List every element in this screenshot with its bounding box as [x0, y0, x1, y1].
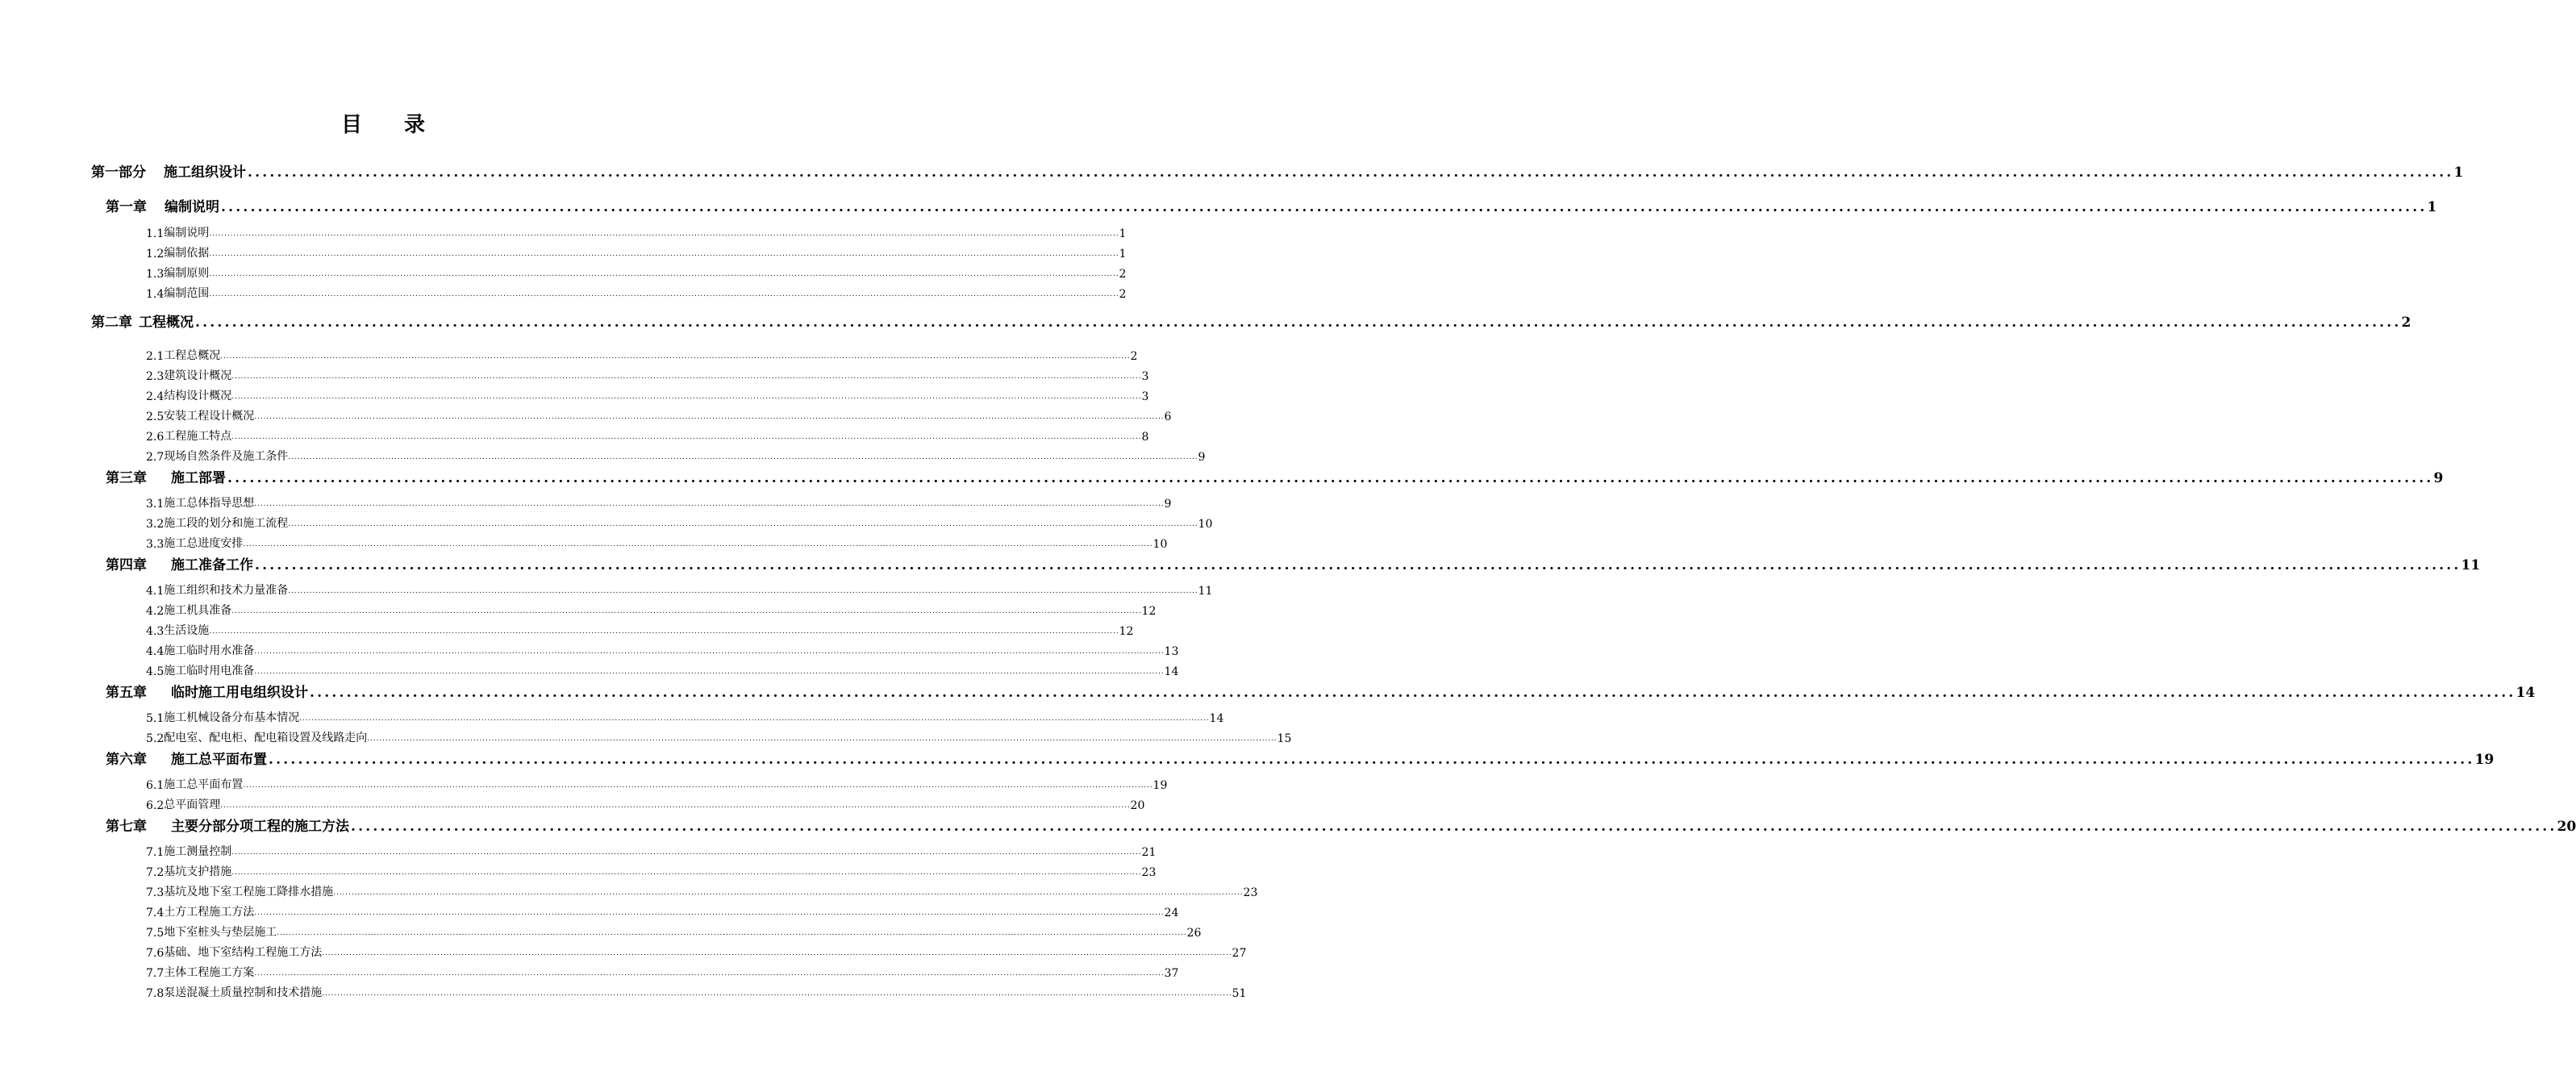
toc-section-entry[interactable]: [146, 286, 1127, 301]
toc-leader-dots: ............................................................................................................................................................................................................................................................................................................: [220, 352, 1131, 361]
toc-entry-label: 建筑设计概况: [164, 369, 232, 382]
toc-entry-label: 施工临时用电准备: [164, 665, 255, 678]
toc-page-number: 20: [2557, 819, 2576, 835]
toc-leader-dots: ............................................................................................................................................................................................................................................................................................................: [288, 587, 1198, 595]
toc-title-char-1: 目: [340, 113, 362, 137]
toc-entry-label: 安装工程设计概况: [164, 410, 255, 423]
toc-section-entry[interactable]: [146, 965, 1179, 980]
toc-page-number: 26: [1186, 927, 1202, 940]
toc-section-entry[interactable]: [146, 428, 1149, 444]
toc-entry-label: 基坑及地下室工程施工降排水措施: [164, 886, 334, 898]
toc-leader-dots: ............................................................................................................................................................................................................................................................................................................: [322, 990, 1232, 998]
toc-leader-dots: ............................................................................................................................................................................................................................................................................................................: [243, 782, 1153, 790]
toc-entry-number: 第三章: [106, 470, 147, 486]
toc-page-number: 19: [2474, 752, 2495, 768]
toc-section-entry[interactable]: [146, 515, 1213, 531]
toc-entry-number: 2.5: [146, 411, 165, 423]
toc-leader-dots: ............................................................................................................................................................................................................................................................................................................: [254, 500, 1165, 508]
toc-entry-number: 4.2: [146, 605, 165, 618]
toc-page-number: 14: [1209, 712, 1224, 725]
toc-section-entry[interactable]: [146, 710, 1224, 725]
toc-page-number: 23: [1243, 886, 1258, 899]
toc-leader-dots: ............................................................................................................................................................................................................................................................................................................: [231, 869, 1142, 877]
toc-page-number: 3: [1141, 390, 1149, 403]
toc-leader-dots: ............................................................................................................................................................................................................................................................................................................: [277, 929, 1187, 937]
toc-section-entry[interactable]: [146, 265, 1127, 281]
toc-entry-label: 配电室、配电柜、配电箱设置及线路走向: [164, 732, 368, 744]
toc-section-entry[interactable]: [146, 884, 1258, 899]
toc-entry-label: 施工总平面布置: [171, 752, 267, 768]
toc-entry-label: 编制说明: [165, 199, 219, 215]
toc-section-entry[interactable]: [146, 536, 1168, 551]
toc-page-number: 14: [1164, 665, 1179, 678]
toc-page-number: 11: [1198, 585, 1213, 598]
toc-chapter-entry[interactable]: [106, 748, 2495, 768]
toc-entry-number: 7.4: [146, 907, 165, 919]
toc-entry-label: 施工组织设计: [164, 165, 246, 181]
toc-page-number: 1: [2453, 165, 2464, 181]
toc-page-number: 15: [1277, 732, 1292, 745]
toc-page-number: 24: [1164, 907, 1179, 919]
toc-entry-number: 3.1: [146, 498, 165, 511]
toc-leader-dots: ............................................................................................................................................................................................................................................................................................................: [310, 685, 2516, 701]
toc-title-char-2: 录: [404, 113, 426, 137]
toc-entry-number: 1.2: [146, 248, 165, 261]
toc-page-number: 8: [1141, 431, 1149, 444]
toc-entry-number: 第二章: [91, 315, 132, 331]
toc-page-number: 9: [2433, 470, 2444, 486]
toc-page-number: 23: [1141, 866, 1157, 879]
toc-leader-dots: ............................................................................................................................................................................................................................................................................................................: [254, 969, 1165, 978]
toc-entry-number: 7.6: [146, 947, 165, 960]
toc-entry-label: 施工部署: [171, 470, 226, 486]
toc-entry-number: 7.7: [146, 967, 165, 980]
toc-entry-number: 第六章: [106, 752, 147, 768]
toc-section-entry[interactable]: [146, 582, 1213, 598]
toc-section-entry[interactable]: [146, 730, 1292, 745]
toc-chapter-entry[interactable]: [106, 815, 2576, 835]
toc-entry-label: 施工测量控制: [164, 845, 232, 858]
toc-entry-number: 6.2: [146, 799, 165, 812]
toc-entry-number: 3.2: [146, 518, 165, 531]
toc-entry-label: 地下室桩头与垫层施工: [164, 926, 277, 939]
toc-entry-number: 7.8: [146, 987, 165, 1000]
toc-page-number: 12: [1119, 625, 1134, 638]
toc-leader-dots: ............................................................................................................................................................................................................................................................................................................: [255, 557, 2461, 573]
toc-section-entry[interactable]: [146, 602, 1157, 618]
toc-entry-label: 主要分部分项工程的施工方法: [171, 819, 349, 835]
toc-entry-number: 第一章: [106, 199, 147, 215]
toc-leader-dots: ............................................................................................................................................................................................................................................................................................................: [231, 373, 1142, 381]
toc-page-number: 9: [1164, 498, 1172, 511]
toc-page-number: 14: [2516, 685, 2536, 701]
toc-entry-label: 土方工程施工方法: [164, 906, 255, 919]
toc-section-entry[interactable]: [146, 495, 1172, 511]
toc-entry-number: 7.1: [146, 846, 165, 859]
toc-entry-label: 生活设施: [164, 624, 210, 637]
toc-entry-number: 2.4: [146, 390, 165, 403]
toc-section-entry[interactable]: [146, 904, 1179, 919]
toc-entry-label: 结构设计概况: [164, 390, 232, 402]
toc-leader-dots: ............................................................................................................................................................................................................................................................................................................: [220, 802, 1131, 810]
toc-page-number: 1: [2427, 199, 2437, 215]
toc-entry-label: 泵送混凝土质量控制和技术措施: [164, 986, 323, 999]
toc-page-number: 27: [1232, 947, 1247, 960]
toc-entry-label: 基坑支护措施: [164, 865, 232, 878]
toc-page-number: 1: [1119, 227, 1127, 240]
toc-entry-label: 现场自然条件及施工条件: [164, 450, 289, 463]
toc-leader-dots: ............................................................................................................................................................................................................................................................................................................: [209, 290, 1119, 298]
toc-page-number: 13: [1164, 645, 1179, 658]
toc-entry-label: 施工组织和技术力量准备: [164, 584, 289, 597]
toc-entry-number: 2.6: [146, 431, 165, 444]
toc-leader-dots: ............................................................................................................................................................................................................................................................................................................: [243, 540, 1153, 548]
toc-leader-dots: ............................................................................................................................................................................................................................................................................................................: [231, 848, 1142, 857]
toc-leader-dots: ............................................................................................................................................................................................................................................................................................................: [227, 470, 2434, 486]
toc-entry-label: 临时施工用电组织设计: [171, 685, 308, 701]
toc-entry-number: 第五章: [106, 685, 147, 701]
toc-entry-label: 编制范围: [164, 287, 210, 300]
toc-entry-label: 施工临时用水准备: [164, 644, 255, 657]
toc-section-entry[interactable]: [146, 623, 1134, 638]
toc-entry-number: 1.1: [146, 227, 165, 240]
toc-entry-number: 7.3: [146, 886, 165, 899]
toc-entry-number: 2.3: [146, 370, 165, 383]
toc-entry-label: 工程施工特点: [164, 430, 232, 443]
toc-page-number: 9: [1198, 451, 1206, 464]
toc-chapter-entry[interactable]: [106, 554, 2481, 573]
toc-section-entry[interactable]: [146, 643, 1179, 658]
toc-leader-dots: ............................................................................................................................................................................................................................................................................................................: [231, 433, 1142, 441]
toc-entry-number: 4.5: [146, 665, 165, 678]
toc-section-entry[interactable]: [146, 368, 1149, 383]
toc-page-number: 2: [2401, 315, 2411, 331]
toc-section-entry[interactable]: [146, 388, 1149, 403]
toc-leader-dots: ............................................................................................................................................................................................................................................................................................................: [209, 270, 1119, 278]
toc-entry-number: 第四章: [106, 557, 147, 573]
toc-leader-dots: ............................................................................................................................................................................................................................................................................................................: [288, 520, 1198, 528]
toc-entry-label: 编制原则: [164, 267, 210, 280]
toc-leader-dots: ............................................................................................................................................................................................................................................................................................................: [333, 889, 1244, 897]
toc-leader-dots: ............................................................................................................................................................................................................................................................................................................: [231, 393, 1142, 401]
toc-entry-number: 5.2: [146, 732, 165, 745]
toc-entry-number: 3.3: [146, 538, 165, 551]
toc-section-entry[interactable]: [146, 663, 1179, 678]
toc-chapter-entry[interactable]: [106, 682, 2536, 701]
toc-entry-number: 4.3: [146, 625, 165, 638]
toc-section-entry[interactable]: [146, 408, 1172, 423]
toc-section-entry[interactable]: [146, 924, 1202, 940]
toc-entry-label: 基础、地下室结构工程施工方法: [164, 946, 323, 959]
toc-page-number: 1: [1119, 248, 1127, 261]
toc-entry-label: 工程总概况: [164, 349, 221, 362]
toc-entry-number: 6.1: [146, 779, 165, 792]
toc-leader-dots: ............................................................................................................................................................................................................................................................................................................: [209, 230, 1119, 238]
toc-entry-number: 5.1: [146, 712, 165, 725]
toc-entry-label: 施工准备工作: [171, 557, 253, 573]
toc-page-number: 2: [1119, 288, 1127, 301]
toc-page-number: 19: [1153, 779, 1168, 792]
toc-leader-dots: ............................................................................................................................................................................................................................................................................................................: [254, 668, 1165, 676]
toc-entry-number: 第七章: [106, 819, 147, 835]
toc-entry-number: 2.1: [146, 350, 165, 363]
toc-leader-dots: ............................................................................................................................................................................................................................................................................................................: [231, 607, 1142, 615]
toc-section-entry[interactable]: [146, 448, 1206, 464]
toc-page-number: 20: [1130, 799, 1145, 812]
toc-leader-dots: ............................................................................................................................................................................................................................................................................................................: [367, 735, 1278, 743]
toc-entry-number: 4.4: [146, 645, 165, 658]
toc-leader-dots: ............................................................................................................................................................................................................................................................................................................: [254, 909, 1165, 917]
toc-entry-number: 1.3: [146, 268, 165, 281]
toc-leader-dots: ............................................................................................................................................................................................................................................................................................................: [209, 627, 1119, 636]
toc-section-entry[interactable]: [146, 777, 1168, 792]
toc-page-number: 3: [1141, 370, 1149, 383]
toc-page-number: 12: [1141, 605, 1157, 618]
toc-section-entry[interactable]: [146, 245, 1127, 261]
toc-entry-label: 总平面管理: [164, 798, 221, 811]
toc-leader-dots: ............................................................................................................................................................................................................................................................................................................: [221, 199, 2428, 215]
toc-chapter-entry[interactable]: [106, 467, 2444, 486]
toc-page-number: 2: [1119, 268, 1127, 281]
toc-page-number: 37: [1164, 967, 1179, 980]
toc-page-number: 21: [1141, 846, 1157, 859]
toc-entry-number: 2.7: [146, 451, 165, 464]
toc-entry-label: 施工机具准备: [164, 604, 232, 617]
toc-entry-label: 施工总进度安排: [164, 537, 244, 550]
toc-entry-number: 第一部分: [91, 165, 146, 181]
toc-leader-dots: ............................................................................................................................................................................................................................................................................................................: [254, 413, 1165, 421]
toc-entry-number: 1.4: [146, 288, 165, 301]
toc-leader-dots: ............................................................................................................................................................................................................................................................................................................: [254, 648, 1165, 656]
toc-entry-number: 7.2: [146, 866, 165, 879]
toc-leader-dots: ............................................................................................................................................................................................................................................................................................................: [209, 250, 1119, 258]
toc-section-entry[interactable]: [146, 844, 1157, 859]
toc-chapter-entry[interactable]: [106, 196, 2437, 215]
toc-page-number: 2: [1130, 350, 1138, 363]
toc-chapter-entry[interactable]: [91, 311, 2411, 331]
toc-chapter-entry[interactable]: [91, 161, 2464, 181]
toc-leader-dots: ............................................................................................................................................................................................................................................................................................................: [299, 715, 1210, 723]
toc-page-number: 6: [1164, 411, 1172, 423]
toc-section-entry[interactable]: [146, 864, 1157, 879]
toc-leader-dots: ............................................................................................................................................................................................................................................................................................................: [195, 315, 2402, 331]
toc-leader-dots: ............................................................................................................................................................................................................................................................................................................: [322, 949, 1232, 957]
toc-page-number: 51: [1232, 987, 1247, 1000]
toc-section-entry[interactable]: [146, 225, 1127, 240]
toc-entry-label: 施工段的划分和施工流程: [164, 517, 289, 530]
toc-entry-label: 施工机械设备分布基本情况: [164, 711, 300, 724]
toc-entry-number: 7.5: [146, 927, 165, 940]
toc-entry-label: 施工总平面布置: [164, 778, 244, 791]
toc-leader-dots: ............................................................................................................................................................................................................................................................................................................: [269, 752, 2475, 768]
toc-page-number: 10: [1153, 538, 1168, 551]
toc-section-entry[interactable]: [146, 985, 1247, 1000]
toc-leader-dots: ............................................................................................................................................................................................................................................................................................................: [351, 819, 2557, 835]
toc-entry-number: 4.1: [146, 585, 165, 598]
toc-entry-label: 编制说明: [164, 227, 210, 240]
toc-page-number: 10: [1198, 518, 1213, 531]
toc-section-entry[interactable]: [146, 348, 1138, 363]
toc-section-entry[interactable]: [146, 944, 1247, 960]
toc-entry-label: 工程概况: [139, 315, 194, 331]
toc-page-number: 11: [2461, 557, 2481, 573]
toc-leader-dots: ............................................................................................................................................................................................................................................................................................................: [288, 453, 1198, 461]
toc-title: [0, 108, 766, 138]
toc-entry-label: 编制依据: [164, 247, 210, 260]
toc-section-entry[interactable]: [146, 797, 1145, 812]
toc-entry-label: 施工总体指导思想: [164, 497, 255, 510]
toc-leader-dots: ............................................................................................................................................................................................................................................................................................................: [248, 165, 2454, 181]
toc-entry-label: 主体工程施工方案: [164, 966, 255, 979]
